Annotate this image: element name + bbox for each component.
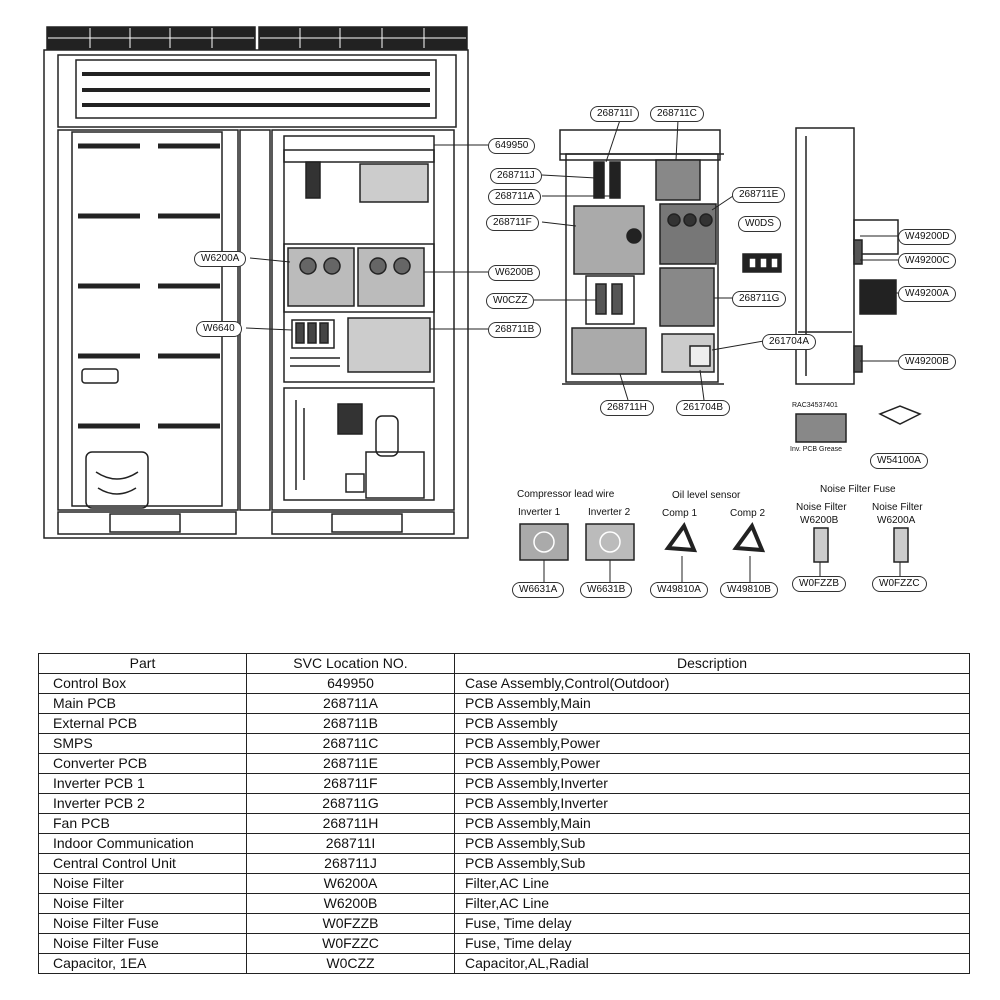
svc-location-cell: 268711H (247, 814, 455, 834)
callout-w49200a: W49200A (898, 286, 956, 302)
part-cell: Capacitor, 1EA (39, 954, 247, 974)
inverter1-caption: Inverter 1 (518, 507, 561, 518)
callout-w0fzzc: W0FZZC (872, 576, 927, 592)
grease-code: RAC34537401 (792, 402, 838, 409)
table-header-row (39, 654, 970, 674)
callout-268711b: 268711B (488, 322, 541, 338)
svc-location-cell: 268711F (247, 774, 455, 794)
header-svc-location: SVC Location NO. (247, 654, 455, 674)
callout-649950: 649950 (488, 138, 535, 154)
table-row (39, 854, 970, 874)
table-row (39, 674, 970, 694)
svc-location-cell: W0FZZB (247, 914, 455, 934)
callout-w54100a: W54100A (870, 453, 928, 469)
table-row (39, 914, 970, 934)
table-row (39, 754, 970, 774)
description-cell: PCB Assembly,Power (455, 734, 970, 754)
description-cell: PCB Assembly,Sub (455, 854, 970, 874)
part-cell: Inverter PCB 2 (39, 794, 247, 814)
callout-w49810b: W49810B (720, 582, 778, 598)
svc-location-cell: 268711A (247, 694, 455, 714)
noise-filter-a-code: W6200A (877, 515, 916, 526)
svc-location-cell: 268711C (247, 734, 455, 754)
part-cell: Converter PCB (39, 754, 247, 774)
inverter2-caption: Inverter 2 (588, 507, 631, 518)
table-row (39, 934, 970, 954)
table-row (39, 814, 970, 834)
part-cell: Main PCB (39, 694, 247, 714)
description-cell: PCB Assembly,Inverter (455, 774, 970, 794)
part-cell: Fan PCB (39, 814, 247, 834)
table-row (39, 694, 970, 714)
svc-location-cell: 268711I (247, 834, 455, 854)
callout-w6200b: W6200B (488, 265, 540, 281)
table-row (39, 834, 970, 854)
svc-location-cell: W6200A (247, 874, 455, 894)
part-cell: Central Control Unit (39, 854, 247, 874)
control-box-drawing (560, 130, 724, 384)
callout-w0czz: W0CZZ (486, 293, 534, 309)
noise-filter-a-caption: Noise Filter (872, 502, 923, 513)
callout-w0fzzb: W0FZZB (792, 576, 846, 592)
svc-location-cell: 268711J (247, 854, 455, 874)
description-cell: PCB Assembly,Power (455, 754, 970, 774)
callout-261704b: 261704B (676, 400, 730, 416)
comp2-caption: Comp 2 (730, 508, 766, 519)
callout-268711f: 268711F (486, 215, 539, 231)
noise-filter-b-caption: Noise Filter (796, 502, 847, 513)
description-cell: PCB Assembly,Inverter (455, 794, 970, 814)
description-cell: PCB Assembly,Sub (455, 834, 970, 854)
part-cell: Noise Filter (39, 874, 247, 894)
svc-location-cell: 268711E (247, 754, 455, 774)
svc-location-cell: W0CZZ (247, 954, 455, 974)
callout-w6200a: W6200A (194, 251, 246, 267)
svc-location-cell: W0FZZC (247, 934, 455, 954)
description-cell: Fuse, Time delay (455, 914, 970, 934)
side-profile-drawing (743, 128, 920, 442)
part-cell: External PCB (39, 714, 247, 734)
noise-filter-b-code: W6200B (800, 515, 839, 526)
callout-w0ds: W0DS (738, 216, 781, 232)
part-cell: Inverter PCB 1 (39, 774, 247, 794)
svc-location-cell: 268711G (247, 794, 455, 814)
oil-level-sensor-caption: Oil level sensor (672, 490, 741, 501)
part-cell: Noise Filter Fuse (39, 914, 247, 934)
callout-268711c: 268711C (650, 106, 704, 122)
table-row (39, 714, 970, 734)
callout-w6640: W6640 (196, 321, 242, 337)
description-cell: PCB Assembly,Main (455, 694, 970, 714)
callout-268711a: 268711A (488, 189, 541, 205)
callout-w6631b: W6631B (580, 582, 632, 598)
comp1-caption: Comp 1 (662, 508, 698, 519)
table-row (39, 734, 970, 754)
outdoor-unit-drawing (44, 27, 468, 538)
callout-268711g: 268711G (732, 291, 786, 307)
description-cell: Case Assembly,Control(Outdoor) (455, 674, 970, 694)
header-description: Description (455, 654, 970, 674)
callout-w49200b: W49200B (898, 354, 956, 370)
part-cell: Control Box (39, 674, 247, 694)
callout-268711i: 268711I (590, 106, 639, 122)
description-cell: Filter,AC Line (455, 874, 970, 894)
table-row (39, 794, 970, 814)
description-cell: PCB Assembly (455, 714, 970, 734)
parts-table (38, 653, 970, 974)
callout-w49200c: W49200C (898, 253, 956, 269)
compressor-lead-wire-caption: Compressor lead wire (517, 489, 615, 500)
svc-location-cell: 268711B (247, 714, 455, 734)
description-cell: PCB Assembly,Main (455, 814, 970, 834)
parts-table-body (39, 674, 970, 974)
callout-261704a: 261704A (762, 334, 816, 350)
svc-location-cell: W6200B (247, 894, 455, 914)
callout-w49200d: W49200D (898, 229, 956, 245)
svc-location-cell: 649950 (247, 674, 455, 694)
grease-name: Inv. PCB Grease (790, 446, 843, 453)
table-row (39, 874, 970, 894)
table-row (39, 954, 970, 974)
component-photos (520, 524, 908, 562)
description-cell: Capacitor,AL,Radial (455, 954, 970, 974)
description-cell: Fuse, Time delay (455, 934, 970, 954)
callout-268711h: 268711H (600, 400, 654, 416)
part-cell: Noise Filter (39, 894, 247, 914)
part-cell: Noise Filter Fuse (39, 934, 247, 954)
part-cell: SMPS (39, 734, 247, 754)
part-cell: Indoor Communication (39, 834, 247, 854)
noise-filter-fuse-caption: Noise Filter Fuse (820, 484, 896, 495)
callout-268711e: 268711E (732, 187, 785, 203)
description-cell: Filter,AC Line (455, 894, 970, 914)
table-row (39, 894, 970, 914)
table-row (39, 774, 970, 794)
header-part: Part (39, 654, 247, 674)
callout-268711j: 268711J (490, 168, 542, 184)
callout-w6631a: W6631A (512, 582, 564, 598)
callout-w49810a: W49810A (650, 582, 708, 598)
